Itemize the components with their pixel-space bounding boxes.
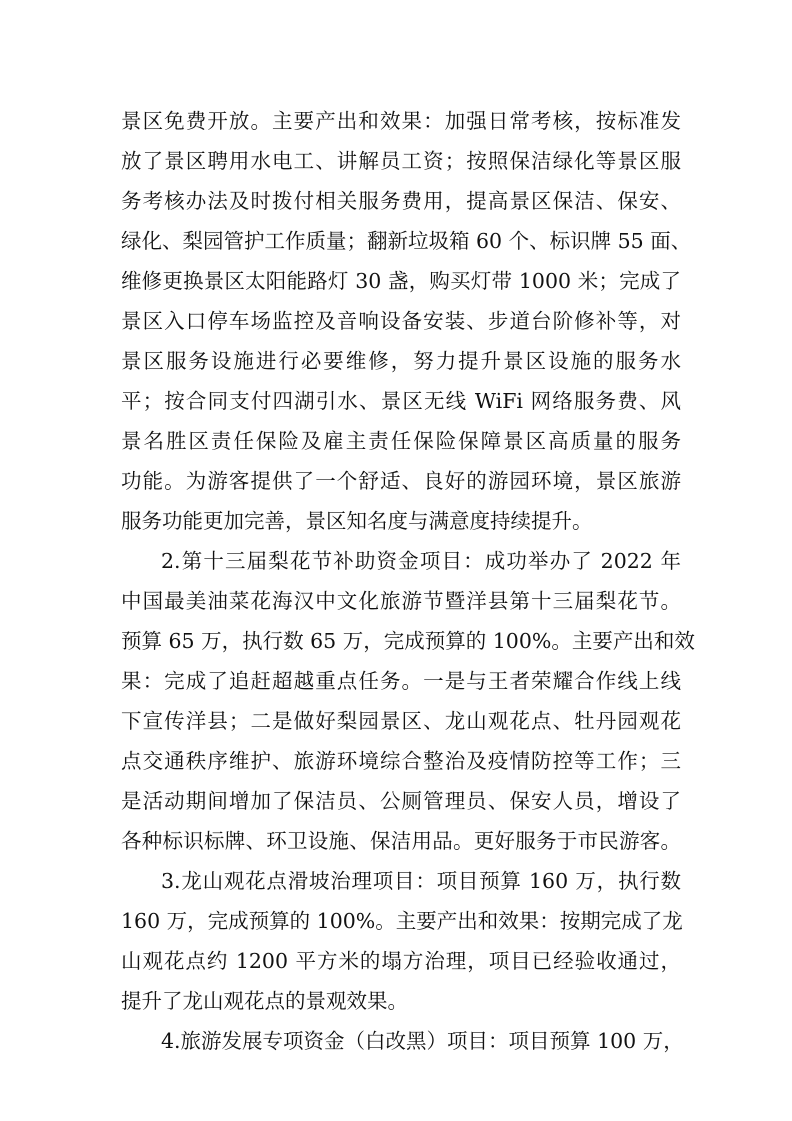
paragraph-1-line-5: 维修更换景区太阳能路灯 30 盏，购买灯带 1000 米；完成了 xyxy=(121,269,681,293)
paragraph-1-line-8: 平；按合同支付四湖引水、景区无线 WiFi 网络服务费、风 xyxy=(121,389,681,413)
paragraph-1-line-9: 景名胜区责任保险及雇主责任保险保障景区高质量的服务 xyxy=(121,429,681,453)
item-2-line-6: 点交通秩序维护、旅游环境综合整治及疫情防控等工作；三 xyxy=(121,749,681,773)
item-2-line-4: 果：完成了追赶超越重点任务。一是与王者荣耀合作线上线 xyxy=(121,669,681,693)
paragraph-1-line-10: 功能。为游客提供了一个舒适、良好的游园环境，景区旅游 xyxy=(121,469,681,493)
item-4-heading-line: 4.旅游发展专项资金（白改黑）项目：项目预算 100 万， xyxy=(161,1029,684,1053)
paragraph-1-line-4: 绿化、梨园管护工作质量；翻新垃圾箱 60 个、标识牌 55 面、 xyxy=(121,229,692,253)
item-2-line-8: 各种标识标牌、环卫设施、保洁用品。更好服务于市民游客。 xyxy=(121,829,681,853)
item-3-line-2: 160 万，完成预算的 100%。主要产出和效果：按期完成了龙 xyxy=(121,909,683,933)
item-2-line-3: 预算 65 万，执行数 65 万，完成预算的 100%。主要产出和效 xyxy=(121,629,695,653)
item-3-heading-line: 3.龙山观花点滑坡治理项目：项目预算 160 万，执行数 xyxy=(161,869,681,893)
item-3-line-4: 提升了龙山观花点的景观效果。 xyxy=(121,989,408,1013)
item-2-line-7: 是活动期间增加了保洁员、公厕管理员、保安人员，增设了 xyxy=(121,789,681,813)
paragraph-1-line-7: 景区服务设施进行必要维修，努力提升景区设施的服务水 xyxy=(121,349,681,373)
paragraph-1-line-11: 服务功能更加完善，景区知名度与满意度持续提升。 xyxy=(121,509,593,533)
item-2-heading-line: 2.第十三届梨花节补助资金项目：成功举办了 2022 年 xyxy=(161,549,681,573)
paragraph-1-line-2: 放了景区聘用水电工、讲解员工资；按照保洁绿化等景区服 xyxy=(121,149,681,173)
paragraph-1-line-1: 景区免费开放。主要产出和效果：加强日常考核，按标准发 xyxy=(121,109,681,133)
paragraph-1-line-6: 景区入口停车场监控及音响设备安装、步道台阶修补等，对 xyxy=(121,309,681,333)
item-3-line-3: 山观花点约 1200 平方米的塌方治理，项目已经验收通过， xyxy=(121,949,681,973)
item-2-line-5: 下宣传洋县；二是做好梨园景区、龙山观花点、牡丹园观花 xyxy=(121,709,681,733)
paragraph-1-line-3: 务考核办法及时拨付相关服务费用，提高景区保洁、保安、 xyxy=(121,189,681,213)
item-2-line-2: 中国最美油菜花海汉中文化旅游节暨洋县第十三届梨花节。 xyxy=(121,589,681,613)
